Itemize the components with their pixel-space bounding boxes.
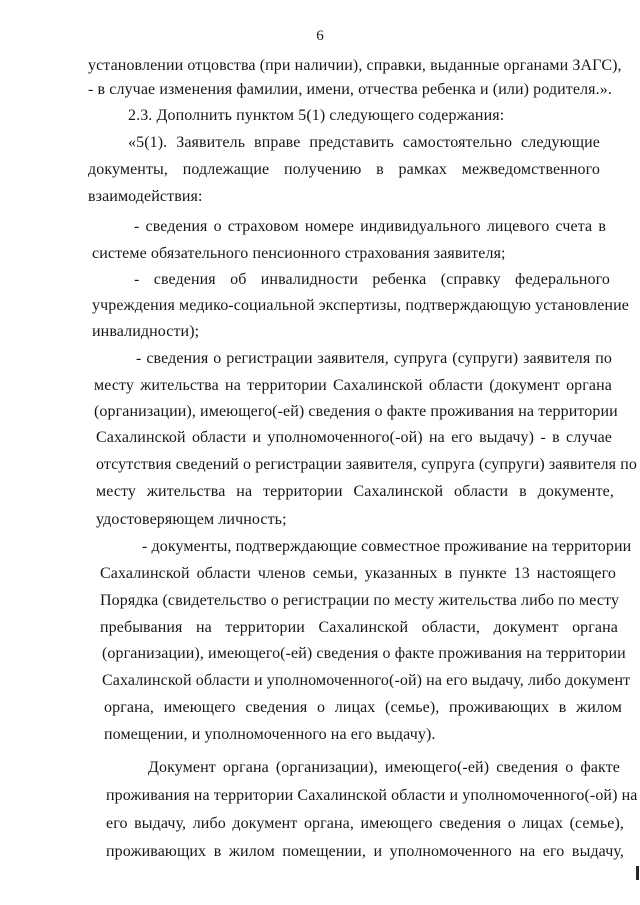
text-line: установлении отцовства (при наличии), справки, выданные органами ЗАГС), — [88, 57, 622, 74]
text-line: проживания на территории Сахалинской области и уполномоченного(-ой) на — [106, 787, 638, 804]
scan-artifact — [636, 866, 639, 880]
text-line: Сахалинской области членов семьи, указанных в пункте 13 настоящего — [100, 565, 616, 582]
text-line: Документ органа (организации), имеющего(-ей) сведения о факте — [148, 759, 620, 776]
text-line: органа, имеющего сведения о лицах (семье), проживающих в жилом — [104, 699, 622, 716]
text-line: «5(1). Заявитель вправе представить самостоятельно следующие — [128, 134, 600, 151]
text-line: системе обязательного пенсионного страхования заявителя; — [92, 245, 506, 262]
text-line: - документы, подтверждающие совместное проживание на территории — [142, 538, 632, 555]
text-line: месту жительства на территории Сахалинской области (документ органа — [94, 377, 612, 394]
text-line: удостоверяющем личность; — [96, 511, 287, 528]
text-line: проживающих в жилом помещении, и уполномоченного на его выдачу, — [106, 843, 624, 860]
text-line: взаимодействия: — [88, 188, 203, 205]
text-line: - сведения о страховом номере индивидуального лицевого счета в — [134, 218, 606, 235]
text-line: (организации), имеющего(-ей) сведения о факте проживания на территории — [102, 645, 626, 662]
text-line: Сахалинской области и уполномоченного(-ой) на его выдачу) - в случае — [96, 429, 612, 446]
text-line: помещении, и уполномоченного на его выдачу). — [104, 726, 436, 743]
text-line: учреждения медико-социальной экспертизы, подтверждающую установление — [92, 297, 629, 314]
text-line: отсутствия сведений о регистрации заявителя, супруга (супруги) заявителя по — [96, 456, 637, 473]
text-line: инвалидности); — [92, 323, 200, 340]
page-number: 6 — [316, 28, 324, 44]
text-line: документы, подлежащие получению в рамках межведомственного — [88, 161, 600, 178]
text-line: (организации), имеющего(-ей) сведения о факте проживания на территории — [94, 403, 618, 420]
text-line: - сведения о регистрации заявителя, супруга (супруги) заявителя по — [136, 350, 612, 367]
text-line: - сведения об инвалидности ребенка (справку федерального — [134, 271, 610, 288]
text-line: Сахалинской области и уполномоченного(-ой) на его выдачу, либо документ — [102, 672, 631, 689]
text-line: пребывания на территории Сахалинской области, документ органа — [100, 619, 618, 636]
text-line: Порядка (свидетельство о регистрации по месту жительства либо по месту — [100, 592, 620, 609]
text-line: - в случае изменения фамилии, имени, отчества ребенка и (или) родителя.». — [88, 81, 612, 98]
text-line: месту жительства на территории Сахалинской области в документе, — [96, 483, 614, 500]
text-line: 2.3. Дополнить пунктом 5(1) следующего содержания: — [128, 107, 505, 124]
text-line: его выдачу, либо документ органа, имеющего сведения о лицах (семье), — [106, 815, 624, 832]
